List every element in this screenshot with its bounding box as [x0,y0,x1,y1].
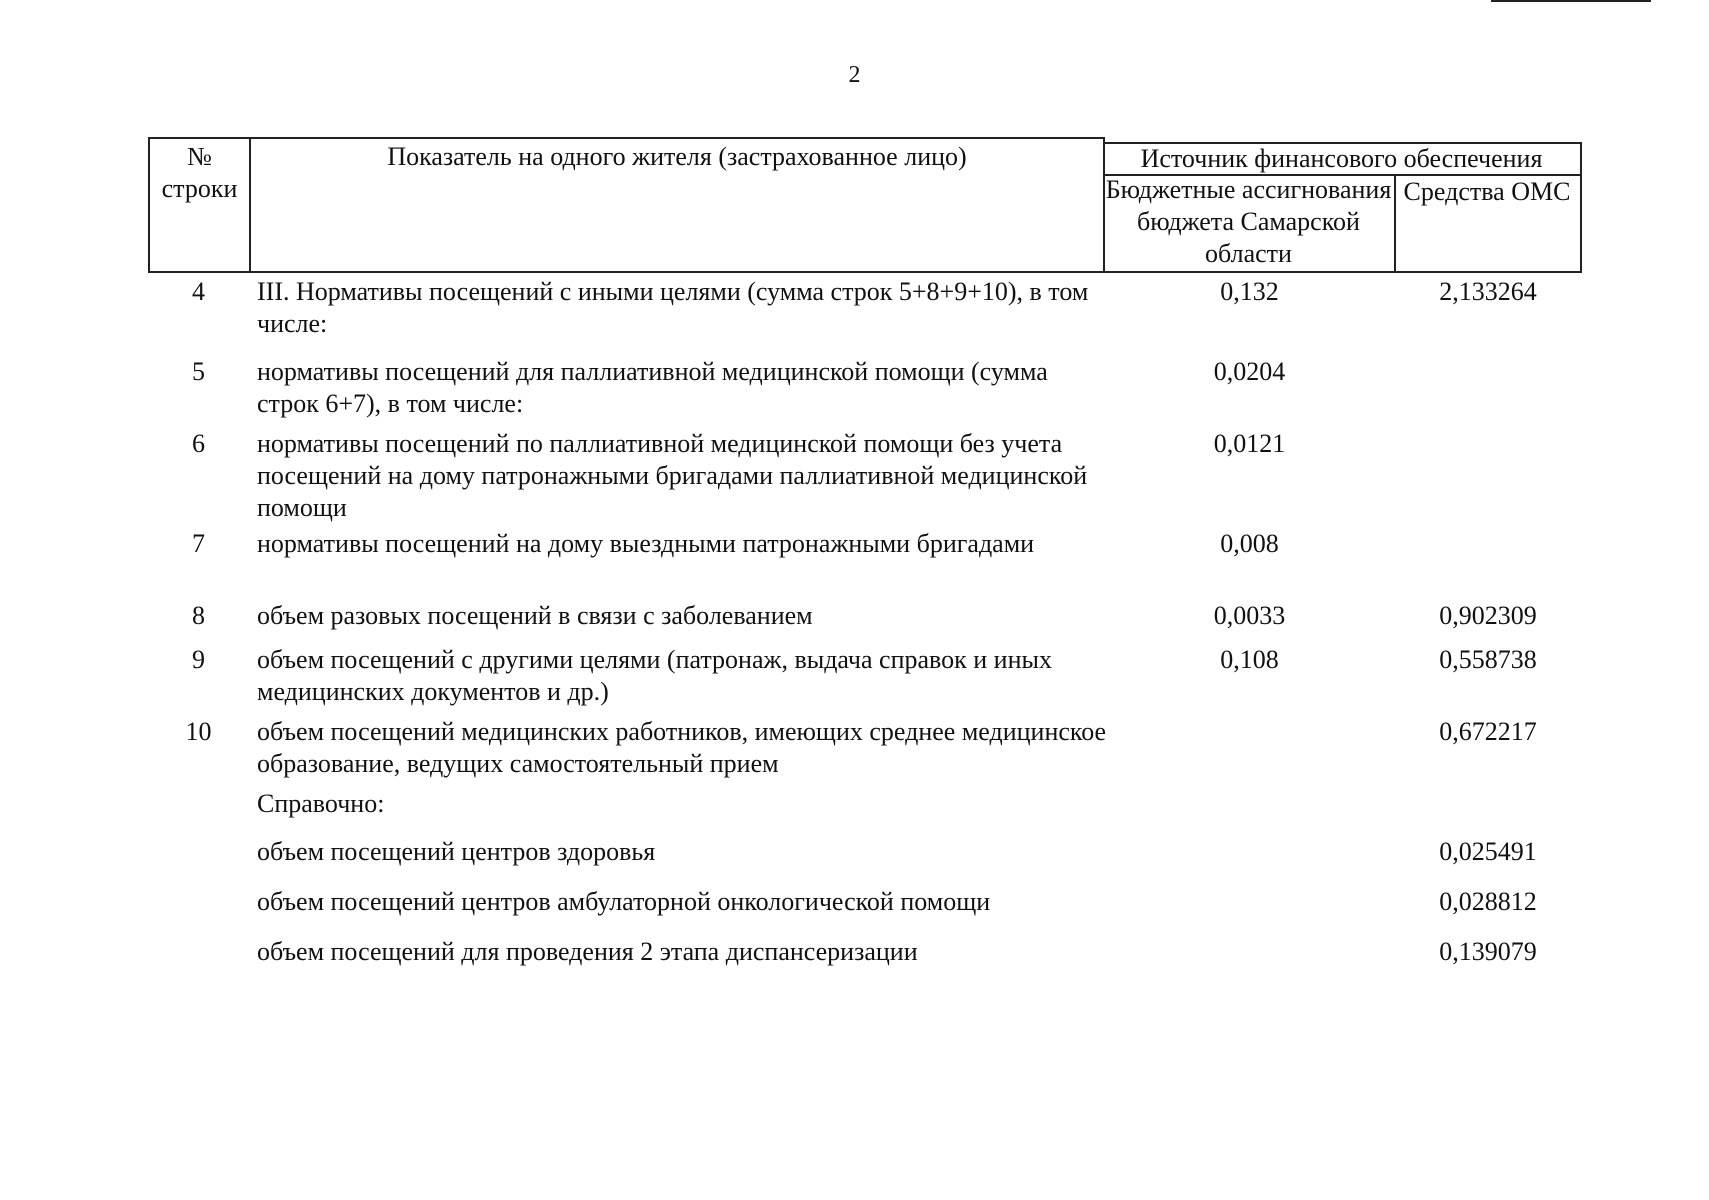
row-indicator: объем посещений медицинских работников, имеющих среднее медицинское образование, ведущих самостоятельный прием [257,717,1107,778]
row-oms-value: 0,139079 [1439,937,1537,966]
header-indicator: Показатель на одного жителя (застрахованное лицо) [249,137,1105,273]
row-indicator: нормативы посещений для паллиативной медицинской помощи (сумма строк 6+7), в том числе: [257,357,1048,418]
row-number: 4 [192,277,205,306]
row-oms-value: 0,558738 [1439,645,1537,674]
header-financing-source: Источник финансового обеспечения [1103,142,1582,176]
row-budget-value: 0,008 [1220,529,1279,558]
row-indicator: нормативы посещений по паллиативной медицинской помощи без учета посещений на дому патронажными бригадами паллиативной медицинской помощи [257,429,1088,522]
row-oms-value: 0,028812 [1439,887,1537,916]
row-number: 5 [192,357,205,386]
row-number: 8 [192,601,205,630]
row-oms-value: 0,902309 [1439,601,1537,630]
header-budget-allocations: Бюджетные ассигнования бюджета Самарской области [1103,174,1396,273]
row-number: 7 [192,529,205,558]
row-indicator: объем посещений с другими целями (патронаж, выдача справок и иных медицинских документов и др.) [257,645,1052,706]
row-indicator: III. Нормативы посещений с иными целями (сумма строк 5+8+9+10), в том числе: [257,277,1089,338]
row-number: 6 [192,429,205,458]
row-oms-value: 2,133264 [1439,277,1537,306]
row-budget-value: 0,108 [1220,645,1279,674]
row-indicator: объем посещений для проведения 2 этапа диспансеризации [257,937,918,966]
header-row-number: № строки [148,137,249,273]
row-budget-value: 0,0204 [1213,357,1286,386]
row-indicator: объем посещений центров амбулаторной онкологической помощи [257,887,991,916]
row-indicator: объем разовых посещений в связи с заболеванием [257,601,813,630]
header-oms-funds: Средства ОМС [1394,174,1582,273]
table-header [148,137,1582,273]
top-edge-line [1491,0,1651,2]
row-number: 9 [192,645,205,674]
row-indicator: объем посещений центров здоровья [257,837,656,866]
row-budget-value: 0,0121 [1213,429,1286,458]
row-oms-value: 0,672217 [1439,717,1537,746]
row-budget-value: 0,132 [1220,277,1279,306]
row-indicator: Справочно: [257,789,385,818]
row-budget-value: 0,0033 [1213,601,1286,630]
row-number: 10 [185,717,212,746]
page-number: 2 [848,62,861,88]
row-oms-value: 0,025491 [1439,837,1537,866]
row-indicator: нормативы посещений на дому выездными патронажными бригадами [257,529,1035,558]
